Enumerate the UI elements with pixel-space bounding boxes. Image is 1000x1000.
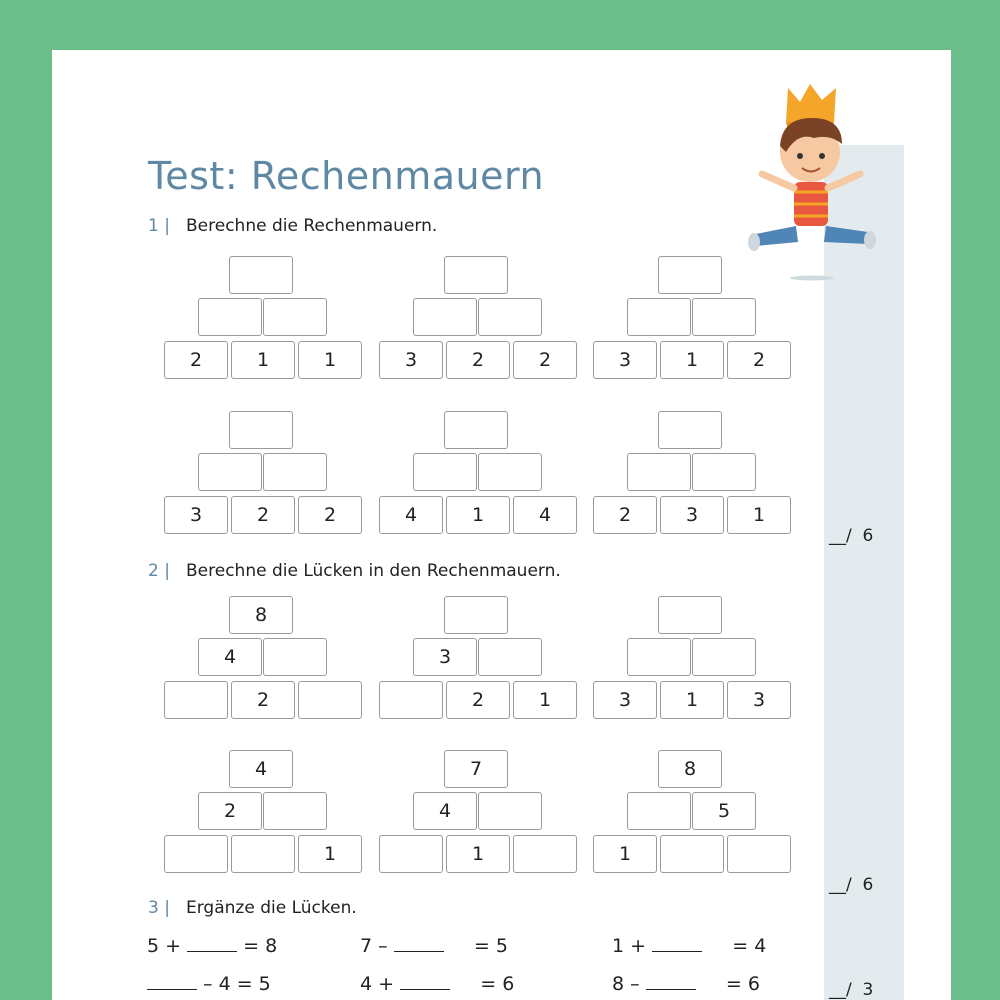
wall-brick-top[interactable] [444,596,508,634]
wall-brick-bottom: 1 [593,835,657,873]
equation-left: 4 + [360,973,401,995]
wall-brick-middle[interactable] [263,453,327,491]
wall-brick-middle[interactable] [263,298,327,336]
wall-brick-bottom: 3 [164,496,228,534]
wall-brick-middle[interactable] [627,792,691,830]
wall-brick-bottom: 3 [379,341,443,379]
wall-brick-middle[interactable] [198,453,262,491]
wall-brick-bottom: 1 [660,341,724,379]
wall-brick-bottom: 1 [727,496,791,534]
answer-blank[interactable] [187,934,237,952]
wall-brick-bottom: 2 [298,496,362,534]
wall-brick-top[interactable] [658,411,722,449]
wall-brick-bottom: 1 [231,341,295,379]
wall-brick-top[interactable] [229,411,293,449]
task-heading [148,898,357,918]
wall-brick-middle[interactable] [478,453,542,491]
wall-brick-bottom: 2 [513,341,577,379]
wall-brick-middle[interactable] [692,298,756,336]
wall-brick-bottom: 1 [298,835,362,873]
task-heading [148,561,561,581]
wall-brick-bottom: 2 [446,681,510,719]
answer-blank[interactable] [652,934,702,952]
wall-brick-middle[interactable] [198,298,262,336]
task-number: 1 | [148,216,170,236]
equation [147,934,277,957]
wall-brick-top[interactable] [658,596,722,634]
equation-right: = 5 [443,935,508,957]
task-instruction: Berechne die Lücken in den Rechenmauern. [186,561,561,581]
task-number: 3 | [148,898,170,918]
wall-brick-middle[interactable] [627,453,691,491]
wall-brick-bottom: 2 [231,496,295,534]
wall-brick-middle[interactable] [627,298,691,336]
wall-brick-bottom: 2 [727,341,791,379]
wall-brick-bottom[interactable] [727,835,791,873]
equation [147,972,271,995]
wall-brick-middle[interactable] [413,298,477,336]
equation [360,934,508,957]
wall-brick-bottom[interactable] [660,835,724,873]
wall-brick-middle[interactable] [627,638,691,676]
equation [360,972,514,995]
wall-brick-middle: 5 [692,792,756,830]
equation-left: 7 – [360,935,394,957]
wall-brick-middle[interactable] [263,792,327,830]
wall-brick-bottom[interactable] [379,835,443,873]
wall-brick-middle[interactable] [692,638,756,676]
wall-brick-middle[interactable] [478,298,542,336]
wall-brick-bottom[interactable] [164,681,228,719]
wall-brick-top: 8 [229,596,293,634]
wall-brick-bottom: 2 [593,496,657,534]
wall-brick-top[interactable] [444,256,508,294]
answer-blank[interactable] [400,972,450,990]
score-field: __/ 6 [829,526,874,546]
equation [612,934,766,957]
wall-brick-middle[interactable] [263,638,327,676]
wall-brick-top[interactable] [229,256,293,294]
wall-brick-middle: 2 [198,792,262,830]
worksheet [52,50,951,1000]
answer-blank[interactable] [394,934,444,952]
wall-brick-middle: 4 [413,792,477,830]
equation-left: 1 + [612,935,653,957]
wall-brick-bottom: 3 [727,681,791,719]
wall-brick-middle[interactable] [692,453,756,491]
answer-blank[interactable] [646,972,696,990]
wall-brick-bottom[interactable] [513,835,577,873]
equation-right: – 4 = 5 [197,973,271,995]
wall-brick-top: 8 [658,750,722,788]
wall-brick-bottom: 2 [446,341,510,379]
wall-brick-bottom: 2 [164,341,228,379]
wall-brick-bottom: 1 [446,496,510,534]
wall-brick-bottom: 3 [660,496,724,534]
equation-left: 5 + [147,935,188,957]
task-number: 2 | [148,561,170,581]
equation-right: = 4 [702,935,767,957]
task-instruction: Berechne die Rechenmauern. [186,216,438,236]
wall-brick-top: 4 [229,750,293,788]
equation-right: = 8 [237,935,278,957]
task-instruction: Ergänze die Lücken. [186,898,357,918]
wall-brick-middle: 4 [198,638,262,676]
wall-brick-middle: 3 [413,638,477,676]
equation-right: = 6 [450,973,515,995]
wall-brick-top[interactable] [658,256,722,294]
score-field: __/ 6 [829,875,874,895]
page-title: Test: Rechenmauern [148,154,545,198]
equation-left: 8 – [612,973,646,995]
wall-brick-bottom: 1 [298,341,362,379]
wall-brick-middle[interactable] [478,638,542,676]
wall-brick-bottom[interactable] [298,681,362,719]
answer-blank[interactable] [147,972,197,990]
wall-brick-bottom[interactable] [164,835,228,873]
wall-brick-bottom: 1 [660,681,724,719]
wall-brick-bottom[interactable] [379,681,443,719]
wall-brick-bottom: 4 [379,496,443,534]
wall-brick-top[interactable] [444,411,508,449]
wall-brick-bottom: 3 [593,681,657,719]
wall-brick-bottom: 1 [446,835,510,873]
task-heading [148,216,437,236]
wall-brick-bottom[interactable] [231,835,295,873]
wall-brick-bottom: 1 [513,681,577,719]
boy-with-crown-illustration [742,82,882,282]
equation [612,972,760,995]
equation-right: = 6 [695,973,760,995]
wall-brick-middle[interactable] [478,792,542,830]
score-field: __/ 3 [829,980,874,1000]
wall-brick-middle[interactable] [413,453,477,491]
wall-brick-bottom: 4 [513,496,577,534]
wall-brick-bottom: 3 [593,341,657,379]
wall-brick-top: 7 [444,750,508,788]
wall-brick-bottom: 2 [231,681,295,719]
